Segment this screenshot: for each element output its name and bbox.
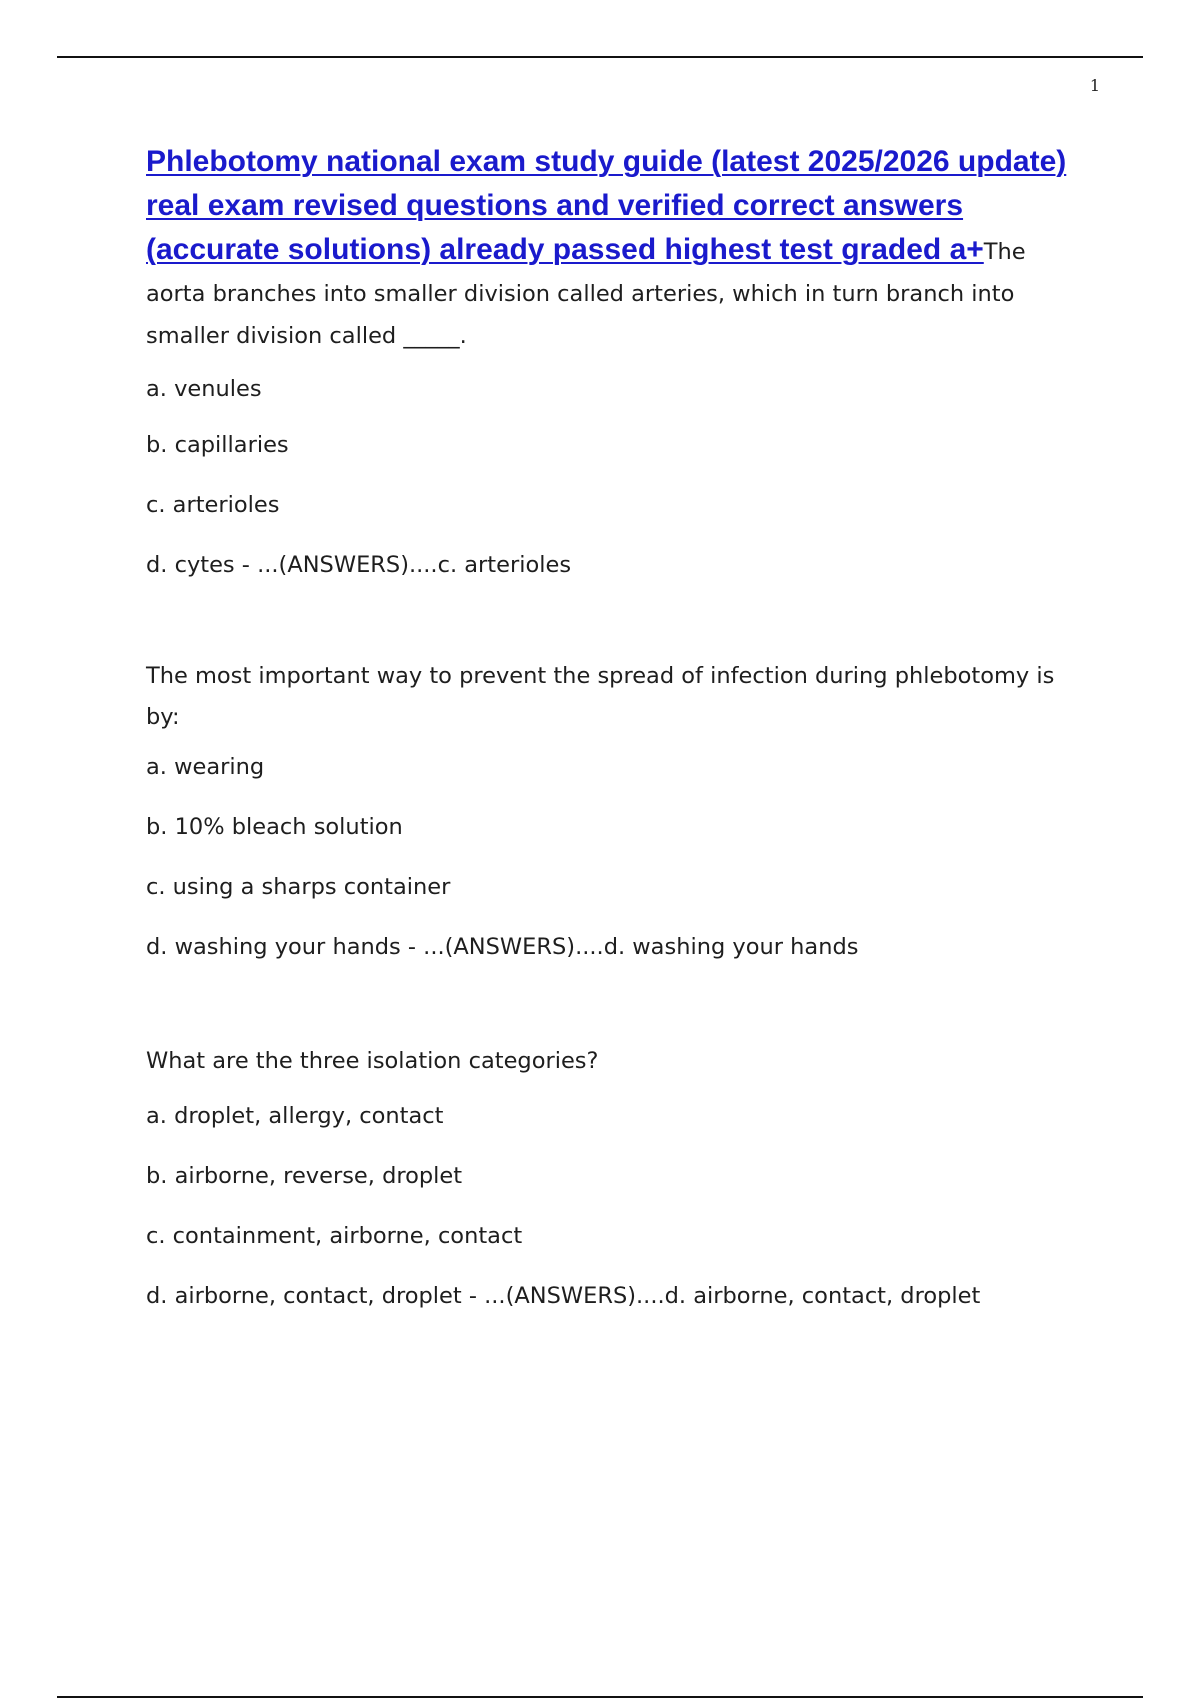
document-body [146, 140, 1081, 1311]
question-1-option-d: d. cytes - ...(ANSWERS)....c. arterioles [146, 552, 572, 578]
question-2-option-d: d. washing your hands - ...(ANSWERS)....d. washing your hands [146, 934, 859, 960]
question-3-option-b: b. airborne, reverse, droplet [146, 1163, 463, 1189]
question-1 [146, 140, 1081, 580]
page-number: 1 [1089, 76, 1100, 95]
header-rule [57, 56, 1143, 58]
question-1-option-c: c. arterioles [146, 492, 280, 518]
question-3 [146, 1041, 1081, 1311]
question-2-text: The most important way to prevent the spread of infection during phlebotomy is by: [146, 663, 1055, 730]
question-2-option-b: b. 10% bleach solution [146, 814, 403, 840]
question-3-text: What are the three isolation categories? [146, 1048, 599, 1074]
question-1-text: The aorta branches into smaller division called arteries, which in turn branch into smaller division called _____. [146, 239, 1026, 349]
question-2 [146, 656, 1081, 962]
question-2-option-a: a. wearing [146, 754, 265, 780]
question-3-option-d: d. airborne, contact, droplet - ...(ANSWERS)....d. airborne, contact, droplet [146, 1283, 981, 1309]
title-and-first-question [146, 140, 1081, 357]
question-3-option-c: c. containment, airborne, contact [146, 1223, 523, 1249]
question-1-option-b: b. capillaries [146, 432, 289, 458]
question-3-option-a: a. droplet, allergy, contact [146, 1103, 444, 1129]
document-title[interactable]: Phlebotomy national exam study guide (latest 2025/2026 update) real exam revised questions and verified correct answers (accurate solutions) already passed highest test graded a+ [146, 145, 1067, 266]
footer-rule [57, 1696, 1143, 1698]
question-1-option-a: a. venules [146, 376, 262, 402]
question-2-option-c: c. using a sharps container [146, 874, 451, 900]
